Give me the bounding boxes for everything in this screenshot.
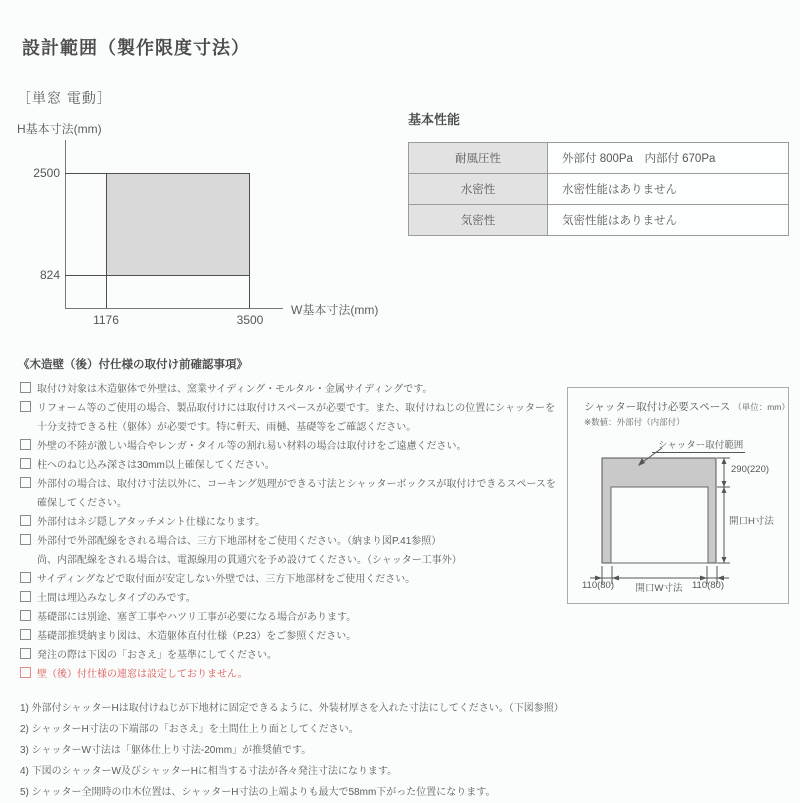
x-tick-3500: 3500 [236, 313, 264, 327]
footnote: 3) シャッターW寸法は「躯体仕上り寸法-20mm」が推奨値です。 [20, 745, 312, 756]
row-label: 水密性 [409, 174, 548, 205]
checklist [20, 380, 572, 684]
checklist-item [20, 570, 572, 589]
checklist-item [20, 399, 572, 418]
footnotes [20, 698, 564, 803]
checkbox-icon [20, 667, 31, 678]
row-label: 気密性 [409, 205, 548, 236]
checklist-item-text: 外部付はネジ隠しアタッチメント仕様になります。 [37, 517, 266, 528]
checkbox-icon [20, 534, 31, 545]
y-axis-label: H基本寸法(mm) [17, 122, 102, 136]
y-tick-824: 824 [39, 268, 60, 282]
checkbox-icon [20, 458, 31, 469]
x-axis-label: W基本寸法(mm) [291, 303, 379, 317]
footnote: 1) 外部付シャッターHは取付けねじが下地材に固定できるように、外装材厚さを入れた寸法にしてください。（下図参照） [20, 703, 564, 714]
checkbox-icon [20, 401, 31, 412]
space-diagram-title [584, 399, 790, 414]
extension-line-left [106, 276, 107, 308]
shutter-range-label: シャッター取付範囲 [652, 437, 745, 453]
checklist-item-text: サイディングなどで取付面が安定しない外壁では、三方下地部材をご使用ください。 [37, 574, 416, 585]
table-row [409, 174, 789, 205]
checklist-item-continuation [20, 551, 572, 570]
dimension-opening-h: 開口H寸法 [729, 516, 774, 527]
checkbox-icon [20, 591, 31, 602]
checkbox-icon [20, 477, 31, 488]
table-row [409, 205, 789, 236]
checkbox-icon [20, 610, 31, 621]
checklist-item-text: 取付け対象は木造躯体で外壁は、窯業サイディング・モルタル・金属サイディングです。 [37, 384, 433, 395]
checkbox-icon [20, 515, 31, 526]
y-axis-line [65, 140, 66, 308]
checkbox-icon [20, 439, 31, 450]
checklist-item [20, 456, 572, 475]
checklist-item-text: リフォーム等のご使用の場合、製品取付けには取付けスペースが必要です。また、取付けねじの位置にシャッターを [37, 403, 555, 414]
row-value: 気密性能はありません [548, 205, 789, 236]
table-row [409, 143, 789, 174]
page-title: 設計範囲（製作限度寸法） [22, 38, 250, 58]
space-diagram-unit: （単位：mm） [733, 402, 790, 412]
x-axis-line [65, 308, 283, 309]
footnote: 2) シャッターH寸法の下端部の「おさえ」を土間仕上り面としてください。 [20, 724, 359, 735]
checklist-item [20, 646, 572, 665]
checklist-item-continuation [20, 494, 572, 513]
checklist-item [20, 589, 572, 608]
dimension-opening-w: 開口W寸法 [635, 583, 683, 594]
checklist-item-text: 尚、内部配線をされる場合は、電源線用の貫通穴を予め設けてください。（シャッター工事外） [37, 555, 462, 566]
performance-table [408, 142, 789, 236]
checklist-item [20, 380, 572, 399]
checkbox-icon [20, 382, 31, 393]
checklist-item-text: 発注の際は下図の「おさえ」を基準にしてください。 [37, 650, 277, 661]
checklist-item [20, 627, 572, 646]
row-label: 耐風圧性 [409, 143, 548, 174]
checklist-item [20, 532, 572, 551]
checkbox-icon [20, 648, 31, 659]
extension-line-right [249, 276, 250, 308]
checklist-item-text: 十分支持できる柱（躯体）が必要です。特に軒天、雨樋、基礎等をご確認ください。 [37, 422, 417, 433]
checklist-item-text: 土間は埋込みなしタイプのみです。 [37, 593, 196, 604]
space-diagram-note: ※数値：外部付（内部付） [584, 417, 685, 427]
design-range-region [106, 173, 250, 276]
footnote: 4) 下図のシャッターW及びシャッターHに相当する寸法が各々発注寸法になります。 [20, 766, 398, 777]
dimension-290-220: 290(220) [731, 464, 770, 475]
checklist-item-text: 壁（後）付仕様の連窓は設定しておりません。 [37, 669, 248, 680]
checklist-item-text: 外部付で外部配線をされる場合は、三方下地部材をご使用ください。（納まり図P.41参照） [37, 536, 442, 547]
checklist-item-text: 外部付の場合は、取付け寸法以外に、コーキング処理ができる寸法とシャッターボックスが取付けできるスペースを [37, 479, 556, 490]
performance-heading: 基本性能 [408, 112, 461, 127]
checklist-item-text: 基礎部には別途、塞ぎ工事やハツリ工事が必要になる場合があります。 [37, 612, 357, 623]
checklist-item-text: 柱へのねじ込み深さは30mm以上確保してください。 [37, 460, 275, 471]
checkbox-icon [20, 629, 31, 640]
row-value: 水密性能はありません [548, 174, 789, 205]
variant-label: ［単窓 電動］ [17, 90, 112, 106]
extension-line-bottom [65, 275, 106, 276]
checklist-item-warning [20, 665, 572, 684]
dimension-110-80-left: 110(80) [581, 580, 615, 591]
extension-line-top [65, 173, 106, 174]
checklist-item [20, 608, 572, 627]
checklist-item-continuation [20, 418, 572, 437]
checklist-item [20, 437, 572, 456]
checklist-heading: 《木造壁（後）付仕様の取付け前確認事項》 [18, 359, 248, 371]
footnote: 5) シャッター全開時の巾木位置は、シャッターH寸法の上端よりも最大で58mm下がった位置になります。 [20, 787, 496, 798]
dimension-110-80-right: 110(80) [691, 580, 725, 591]
y-tick-2500: 2500 [33, 166, 60, 180]
checklist-item-text: 基礎部推奨納まり図は、木造躯体直付仕様（P.23）をご参照ください。 [37, 631, 357, 642]
x-tick-1176: 1176 [93, 313, 119, 327]
checklist-item-text: 外壁の不陸が激しい場合やレンガ・タイル等の割れ易い材料の場合は取付けをご遠慮ください。 [37, 441, 467, 452]
space-diagram-title-text: シャッター取付け必要スペース [584, 401, 731, 413]
checklist-item [20, 475, 572, 494]
checkbox-icon [20, 572, 31, 583]
row-value: 外部付 800Pa 内部付 670Pa [548, 143, 789, 174]
checklist-item-text: 確保してください。 [37, 498, 127, 509]
checklist-item [20, 513, 572, 532]
